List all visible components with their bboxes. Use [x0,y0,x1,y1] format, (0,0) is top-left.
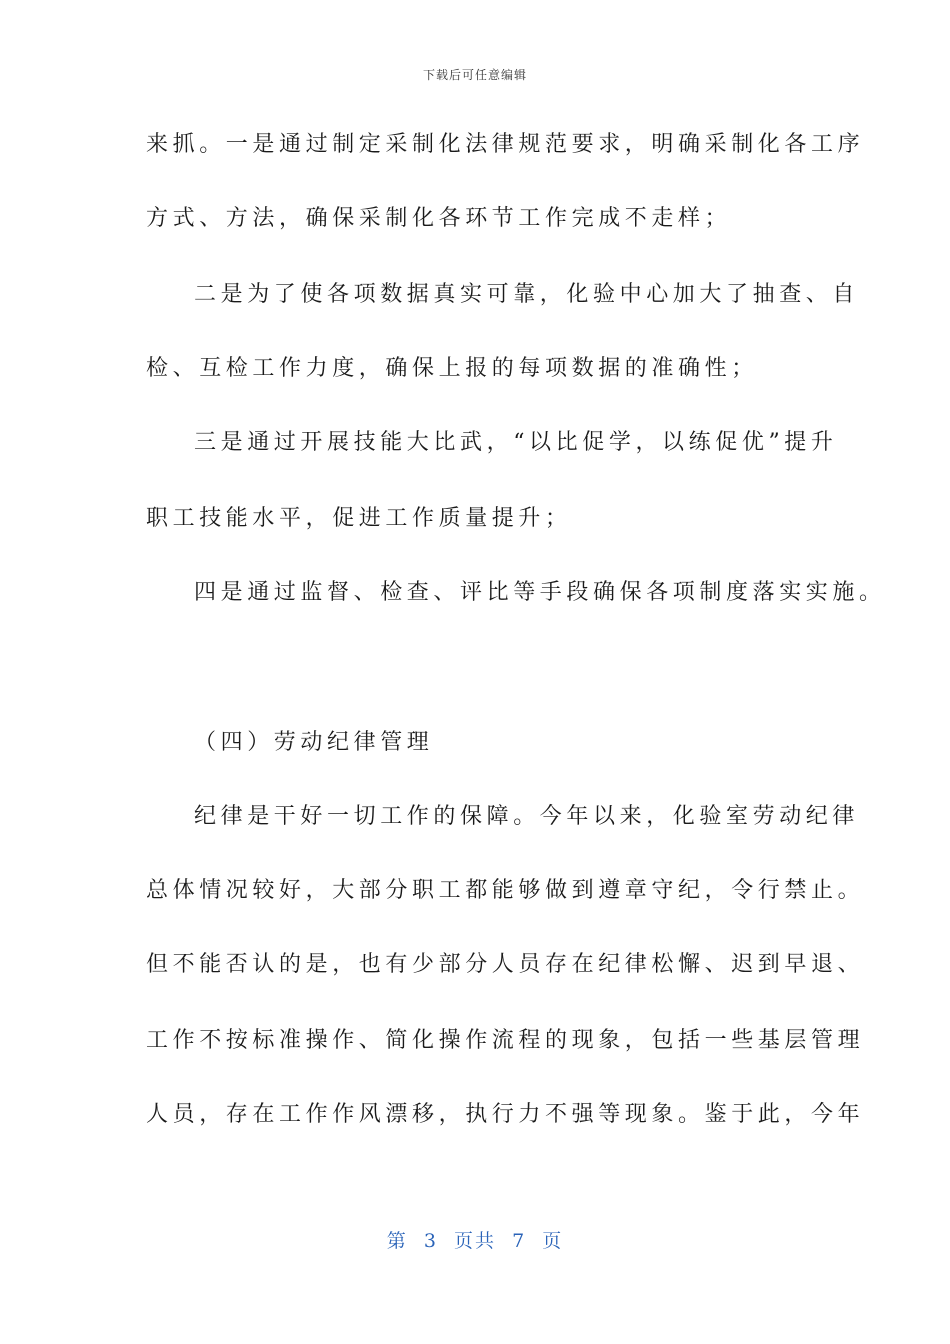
paragraph-line-3: 二是为了使各项数据真实可靠，化验中心加大了抽查、自 [194,282,860,307]
paragraph-line-2: 方式、方法，确保采制化各环节工作完成不走样； [146,206,732,231]
paragraph-line-6: 职工技能水平，促进工作质量提升； [146,506,572,531]
paragraph-line-9: 纪律是干好一切工作的保障。今年以来，化验室劳动纪律 [194,804,860,829]
paragraph-line-12: 工作不按标准操作、简化操作流程的现象，包括一些基层管理 [146,1028,865,1053]
paragraph-line-1: 来抓。一是通过制定采制化法律规范要求，明确采制化各工序 [146,132,865,157]
paragraph-line-5: 三是通过开展技能大比武，“以比促学，以练促优”提升 [194,430,838,455]
section-heading: （四）劳动纪律管理 [194,730,434,755]
paragraph-line-13: 人员，存在工作作风漂移，执行力不强等现象。鉴于此，今年 [146,1102,865,1127]
paragraph-line-10: 总体情况较好，大部分职工都能够做到遵章守纪，令行禁止。 [146,878,865,903]
paragraph-line-4: 检、互检工作力度，确保上报的每项数据的准确性； [146,356,758,381]
paragraph-line-11: 但不能否认的是，也有少部分人员存在纪律松懈、迟到早退、 [146,952,865,977]
page-header: 下载后可任意编辑 [422,68,527,82]
page-number-footer: 第 3 页共 7 页 [386,1230,564,1252]
paragraph-line-7: 四是通过监督、检查、评比等手段确保各项制度落实实施。 [194,580,886,605]
